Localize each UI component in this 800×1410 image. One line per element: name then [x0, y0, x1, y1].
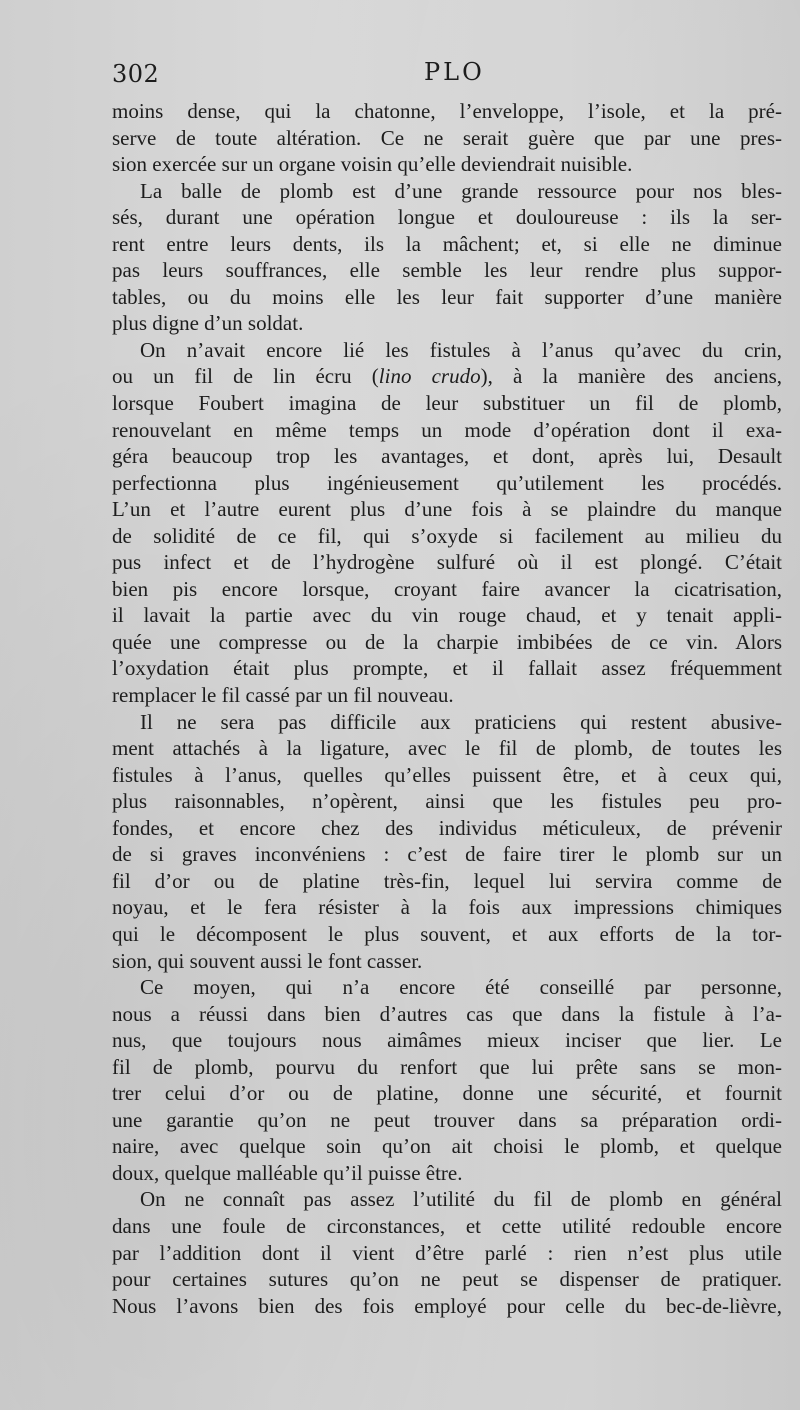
body-text: [112, 98, 782, 1319]
text-line: une garantie qu’on ne peut trouver dans sa préparation ordi-: [112, 1107, 782, 1132]
text-line: nus, que toujours nous aimâmes mieux inciser que lier. Le: [112, 1028, 782, 1053]
text-line: tables, ou du moins elle les leur fait supporter d’une manière: [112, 284, 782, 309]
text-line: fil d’or ou de platine très-fin, lequel lui servira comme de: [112, 868, 782, 893]
running-head: PLO: [424, 58, 485, 86]
show-through-text: [118, 1296, 768, 1322]
text-line: sion exercée sur un organe voisin qu’elle deviendrait nuisible.: [112, 152, 633, 177]
text-line: noyau, et le fera résister à la fois aux impressions chimiques: [112, 895, 782, 920]
text-line: trer celui d’or ou de platine, donne une sécurité, et fournit: [112, 1081, 782, 1106]
text-line: plus digne d’un soldat.: [112, 311, 304, 336]
text-line: de si graves inconvéniens : c’est de faire tirer le plomb sur un: [112, 842, 782, 867]
text-line: bien pis encore lorsque, croyant faire avancer la cicatrisation,: [112, 576, 782, 601]
text-line: fondes, et encore chez des individus méticuleux, de prévenir: [112, 815, 782, 840]
text-line: remplacer le fil cassé par un fil nouveau.: [112, 683, 454, 708]
page-number: 302: [112, 60, 160, 88]
text-line: serve de toute altération. Ce ne serait guère que par une pres-: [112, 125, 782, 150]
text-line: quée une compresse ou de la charpie imbibées de ce vin. Alors: [112, 629, 782, 654]
text-line: On n’avait encore lié les fistules à l’anus qu’avec du crin,: [140, 337, 782, 362]
text-line: par l’addition dont il vient d’être parlé : rien n’est plus utile: [112, 1240, 782, 1265]
text-line: perfectionna plus ingénieusement qu’utilement les procédés.: [112, 470, 782, 495]
text-line: fil de plomb, pourvu du renfort que lui prête sans se mon-: [112, 1054, 782, 1079]
text-line: sion, qui souvent aussi le font casser.: [112, 948, 423, 973]
text-line: rent entre leurs dents, ils la mâchent; et, si elle ne diminue: [112, 231, 782, 256]
text-line: La balle de plomb est d’une grande ressource pour nos bles-: [140, 178, 782, 203]
text-line: ou un fil de lin écru (lino crudo), à la manière des anciens,: [112, 364, 782, 389]
text-line: doux, quelque malléable qu’il puisse être.: [112, 1160, 463, 1185]
text-line: l’oxydation était plus prompte, et il fallait assez fréquemment: [112, 656, 782, 681]
text-line: sés, durant une opération longue et douloureuse : ils la ser-: [112, 205, 782, 230]
text-line: Il ne sera pas difficile aux praticiens qui restent abusive-: [140, 709, 782, 734]
text-line: ment attachés à la ligature, avec le fil de plomb, de toutes les: [112, 736, 782, 761]
text-line: pas leurs souffrances, elle semble les leur rendre plus suppor-: [112, 258, 782, 283]
text-line: pour certaines sutures qu’on ne peut se dispenser de pratiquer.: [112, 1267, 782, 1292]
text-line: qui le décomposent le plus souvent, et aux efforts de la tor-: [112, 921, 782, 946]
text-line: Nous l’avons bien des fois employé pour celle du bec-de-lièvre,: [112, 1293, 782, 1318]
text-line: renouvelant en même temps un mode d’opération dont il exa-: [112, 417, 782, 442]
text-line: naire, avec quelque soin qu’on ait choisi le plomb, et quelque: [112, 1134, 782, 1159]
text-line: il lavait la partie avec du vin rouge chaud, et y tenait appli-: [112, 603, 782, 628]
text-line: de solidité de ce fil, qui s’oxyde si facilement au milieu du: [112, 523, 782, 548]
text-line: Ce moyen, qui n’a encore été conseillé par personne,: [140, 975, 782, 1000]
text-line: pus infect et de l’hydrogène sulfuré où il est plongé. C’était: [112, 550, 782, 575]
text-line: lorsque Foubert imagina de leur substituer un fil de plomb,: [112, 391, 782, 416]
italic-phrase: lino crudo: [378, 364, 481, 389]
text-line: moins dense, qui la chatonne, l’enveloppe, l’isole, et la pré-: [112, 99, 782, 123]
text-line: On ne connaît pas assez l’utilité du fil de plomb en général: [140, 1187, 782, 1212]
text-line: nous a réussi dans bien d’autres cas que dans la fistule à l’a-: [112, 1001, 782, 1026]
text-line: L’un et l’autre eurent plus d’une fois à se plaindre du manque: [112, 497, 782, 522]
text-line: fistules à l’anus, quelles qu’elles puissent être, et à ceux qui,: [112, 762, 782, 787]
text-line: dans une foule de circonstances, et cette utilité redouble encore: [112, 1213, 782, 1238]
page-header: [112, 56, 767, 96]
text-line: plus raisonnables, n’opèrent, ainsi que les fistules peu pro-: [112, 789, 782, 814]
text-line: géra beaucoup trop les avantages, et dont, après lui, Desault: [112, 444, 782, 469]
